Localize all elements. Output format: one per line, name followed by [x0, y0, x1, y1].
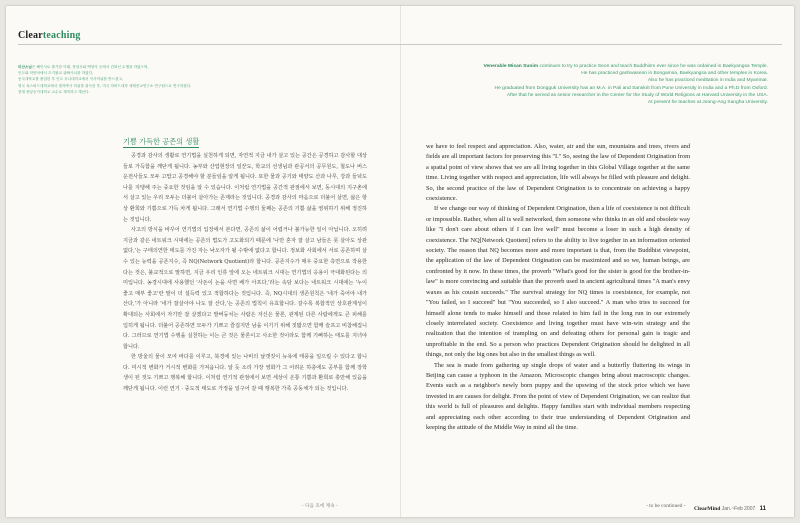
- bio-en-line: After that he served as senior researcher in the Center for the Study of World Religions at Harvard University in the USA.: [506, 92, 768, 98]
- korean-paragraph: 공경과 감사의 생활로 연기법을 실천하게 되면, 자연적 지금 내가 살고 있는 공간은 공경하고 감사할 대상들로 가득함을 깨닫게 됩니다. 농부와 산업현장의 일꾼도, 학교의 선생님과 관공서의 공무원도, 철도나 버스 운전사들도 모두 고맙고 공경해야 할 분들임을 알게 됩니다. 또한 물과 공기와 태양도 산과 나무, 강과 들녘도 나를 지탱해 주는 중요한 것임을 알 수 있습니다. 이처럼 연기법을 공간적 관점에서 보면, 동시대의 지구촌에서 살고 있는 우리 모두는 더불어 살아가는 존재라는 것입니다. 공경과 감사의 마음으로 더불어 살면, 삶은 항상 환희와 기쁨으로 가득 차게 됩니다. 그래서 연기법 수행의 둘째는 공존의 기쁨 삶을 영위하기 위해 정진하는 것입니다.: [123, 153, 367, 223]
- page-number: 11: [759, 506, 766, 512]
- header-divider: [18, 44, 782, 45]
- magazine-brand: ClearMind: [693, 506, 721, 512]
- page-footer: [694, 506, 766, 512]
- korean-section-title: 기쁨 가득한 공존의 생활: [123, 137, 200, 146]
- korean-paragraph: 한 방울의 물이 모여 바다를 이루고, 북경에 있는 나비의 날갯짓이 뉴욕에 태풍을 일으킬 수 있다고 합니다. 미시적 변화가 거시적 변화를 가져옵니다. 알 듯 소리 가장 영화가 그 어려운 하층에도 공부를 함께 장학생이 된 것도 기쁘고 행복해 합니다. 이처럼 연기적 관점에서 보면 세상이 온통 기쁨과 환희로 충만해 있음을 깨닫게 됩니다. 이런 연기 · 중도적 태도로 가정을 일구어 갈 때 행복한 가족 공동체가 되는 것입니다.: [123, 354, 367, 393]
- bio-ko-line: 현재 중앙승가대학교 교수로 재직하고 계신다.: [18, 89, 90, 94]
- bio-ko-line: 동국대학교를 졸업한 후 인도 푸나대학교에서 석사학위를 받으셨고,: [18, 77, 124, 82]
- page-gutter: [400, 6, 401, 517]
- bio-ko-line: 은 해인사로 출가한 이래, 봉암사와 백양사 등에서 간화선 수행을 하였으며,: [31, 65, 149, 69]
- magazine-spread: [6, 6, 794, 517]
- bio-ko-line: 영국 옥스퍼드대학교에서 철학박사 학위를 취득한 후, 미국 하버드대학 세계종교연구소 연구원으로 연구하셨다.: [18, 83, 192, 88]
- english-paragraph: we have to feel respect and appreciation. Also, water, air and the sun, mountains and trees, rivers and fields are all important factors for preserving this "I." So, seeing the law of Dependent Origination from a spatial point of view shows that we are all living together in this Global Village together at the same time. Living together with respect and appreciation, life will always be filled with pleasure and delight. So, the second practice of the law of Dependent Origination is to concentrate on achieving a happy coexistence.: [426, 143, 690, 203]
- section-header: [18, 30, 81, 41]
- korean-article-body: [123, 151, 367, 395]
- korean-continued-note: - 다음 호에 계속 -: [302, 504, 338, 509]
- english-paragraph: The sea is made from gathering up single drops of water and a butterfly fluttering its wings in Beijing can cause a typhoon in the Amazon. Microscopic changes bring about macroscopic changes. Events such as a neighbor's newly born puppy and the upswing of the stock price which we have invested in are causes for delight. From the point of view of Dependent Origination, we can realize that this world is full of pleasures and delights. Happy families start with individual members respecting and appreciating each other according to their true understanding of Dependent Origination and keeping the attitude of the Middle Way in mind all the time.: [426, 361, 690, 431]
- bio-en-line: He graduated from Dongguk University has an M.A. in Pali and Sanskrit from Pune University in India and a Ph.D from Oxford.: [494, 85, 768, 91]
- author-name-english: Venerable Misan Sunim: [483, 64, 539, 69]
- english-paragraph: If we change our way of thinking of Dependent Origination, then a life of coexistence is not difficult or impossible. Rather, when all is well networked, then someone who thinks in an old and obsolete way like "I don't care about others if I can live well" must become a loser in such a high density of coexistence. The NQ[Network Quotient] refers to the ability to live together in an information oriented society. The reason that NQ becomes more and more important is that, from the Buddhist viewpoint, the application of the law of Dependent Origination can be maximized and so we, human beings, are confronted by it now. In these times, the proverb "What's good for the sister is good for the brother-in-law" is more convincing and suitable than the proverb used in ancient agricultural times "A man's envy waxes as his cousin succeeds." The survival strategy for NQ times is coexistence, for example, not "You failed, so I succeed" but "You succeeded, so I also succeed." A man who tries to succeed for himself alone tends to make himself and those related to him fail in the long run in our extremely closely interrelated society. Coexistence and living together must have win-win strategy and the realization that the intention of trampling on and defeating others for personal gain is tragic and unprofitable in the end. So a person who practices Dependent Origination should be delighted in all things, not only the big ones but also in the smallest things as well.: [426, 205, 690, 359]
- author-bio-english: [468, 63, 768, 106]
- english-article-body: [426, 142, 690, 433]
- author-name-korean: 미산스님: [18, 65, 32, 69]
- author-bio-korean: [18, 64, 238, 95]
- section-header-brand: Clear: [18, 30, 43, 41]
- bio-ko-line: 인도와 미얀마에서 초기불교 위빠사나를 하였다.: [18, 71, 94, 76]
- english-continued-note: - to be continued -: [646, 503, 686, 509]
- bio-en-line: Also he has practiced meditation in India and Myanmar.: [647, 78, 768, 84]
- bio-en-line: continues to try to practice Seon and teach Buddhism ever since he was ordained in Baekyangsa Temple.: [538, 64, 768, 69]
- bio-en-line: He has practiced ganhwaseon in Bongamsa, Baekyangsa and other temples in Korea.: [581, 71, 768, 77]
- section-header-subtitle: teaching: [42, 30, 81, 41]
- korean-paragraph: 사고의 방식을 바꾸어 연기법의 입장에서 본다면, 공존의 삶이 어렵거나 불가능한 일이 아닙니다. 오히려 지금과 같은 네트워크 시대에는 공존의 법도가 고도화되기 때문에 '나만 혼자 잘 살고 남들은 못 살아도 상관없다,'는 구태의연한 태도를 가진 자는 낙오자가 될 수밖에 없다고 합니다. 정보화 사회에서 서로 공존하며 살수 있는 능력을 공존지수, 즉 NQ(Network Quotient)라 합니다. 공존지수가 매우 중요한 측면으로 작용한다는 것은, 불교적으로 말하면, 지금 우리 인류 앞에 오는 네트워크 시대는 연기법의 응용이 극대화된다는 의미입니다. 농경시대에 사용했던 '사돈이 논을 사면 배가 아프다,'라는 속담 보다는 네트워크 시대에는 '누이 좋고 매부 좋고'란 말이 더 설득력 있고 적합하다는 것입니다. 즉, NQ시대의 생존원칙은 '네가 죽어야 내가 산다,'가 아니라 '네가 잘살아야 나도 잘 산다,'는 공존의 법칙이 유효합니다. 갈수록 복합적인 상호관계성이 확대되는 사회에서 자기만 잘 살겠다고 발버둥치는 사람은 자신은 물론, 관계된 다른 사람에게도 큰 피해를 입히게 됩니다. 더불어 공존하면 모두가 기쁘고 즐겁지만 남을 이기기 위해 짓밟으면 함께 슬프고 비참해집니다. 그러므로 연기법 수행을 실천하는 이는 큰 것은 물론이고 사소한 것이라도 함께 기뻐하는 태도를 지녀야 합니다.: [123, 227, 367, 350]
- bio-en-line: At present he teaches at Joong-Ang Sangha University.: [647, 100, 768, 106]
- issue-date: Jan.~Feb 2007: [721, 506, 756, 512]
